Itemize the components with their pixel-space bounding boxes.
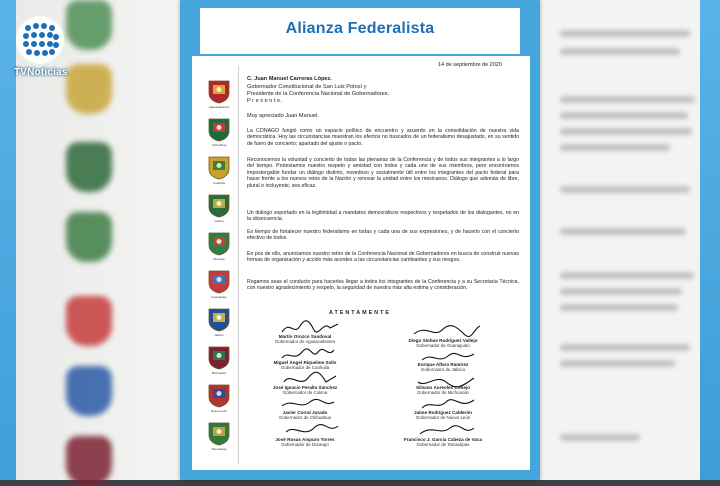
handwritten-signature-icon [280,396,336,412]
letter-date: 14 de septiembre de 2020 [438,62,502,68]
recipient-line: Presidente de la Conferencia Nacional de Gobernadores. [247,91,390,97]
letter-paragraph: La CONAGO fungió como un espacio político de encuentro y acuerdo en la consolidación de nuestra vida democrática. Hoy las circunstancias muestran los efectos no buscados de un federalismo desajustado, en su sentido de fuero de concierto; apartado del ajuste o pacto. [247,128,519,147]
state-seal-icon [207,78,231,104]
signatory-role: Gobernador de Durango [281,442,329,448]
state-seal-icon [207,116,231,142]
state-seal-icon [207,382,231,408]
state-seal-label: Durango [213,257,225,261]
blurred-seal [66,0,112,50]
state-seal-icon [207,192,231,218]
state-seal-label: Michoacán [211,371,227,375]
blurred-text [560,288,682,295]
state-seal-icon [207,230,231,256]
recipient-name: C. Juan Manuel Carreras López. [247,76,332,82]
state-seal-label: Nuevo León [210,409,228,413]
blurred-frame-strip-right [700,0,720,480]
frame-bottom [180,470,540,480]
handwritten-signature-icon [278,346,338,364]
signatory-name: Silvano Aureoles Conejo [416,385,470,390]
signatory-role: Gobernador de Michoacán [417,390,469,396]
blurred-seal [66,64,112,114]
letter-document [180,0,540,480]
frame-left [180,56,192,480]
signatory-name: Francisco J. García Cabeza de Vaca [403,437,483,442]
signatory-role: Gobernador de Jalisco [420,367,466,373]
recipient-line: Gobernador Constitucional de San Luis Potosí y [247,84,367,90]
handwritten-signature-icon [418,422,476,438]
signatory-name: José Rosas Aispuro Torres [275,437,335,442]
state-seal-label: Aguascalientes [208,105,230,109]
signature-block [250,437,360,447]
brand-name: TVNoticias [14,67,68,78]
state-seal-label: Chihuahua [211,143,227,147]
frame-right [530,56,540,480]
blurred-text [560,434,640,441]
state-seal-icon [207,344,231,370]
blurred-text [560,360,675,367]
state-seal-icon [207,154,231,180]
letter-paragraph: En pos de ello, anunciamos nuestro retiro de la Conferencia Nacional de Gobernadores en busca de construir nuevas formas de organización y acción más acordes a las circunstancias cambiantes y sus riesgos. [247,251,519,264]
handwritten-signature-icon [284,422,340,438]
seal-column-divider [238,66,239,464]
handwritten-signature-icon [416,372,476,390]
blurred-seal [66,366,112,416]
blurred-text [560,344,690,351]
signatory-name: Jaime Rodríguez Calderón [414,410,472,415]
recipient-line: P r e s e n t e. [247,98,282,104]
state-seal-label: Jalisco [214,333,224,337]
letter-paragraph: Un diálogo soportado en la legitimidad a mandatos democráticos respectivos y respetados de los dialogantes, no en la obsecuencia. [247,210,519,223]
signatory-role: Gobernador de Guanajuato [416,343,470,349]
letter-paragraph: Reconocemos la voluntad y concierto de todas las plenarias de la Conferencia y de todos sus integrantes a lo largo del tiempo. Protestamos nuestro respeto y amistad con todos y cada uno de sus miembros, pero encontramos impostergable fundar un diálogo distinto, novedoso y socialmente útil entre los integrantes del pacto federal para hacer frente a los nuevos retos de la Nación y renovar la unidad entre los mexicanos. Diálogo que además de libre, plural e incluyente, sea eficaz. [247,157,519,189]
signatory-name: José Ignacio Peralta Sánchez [272,385,338,390]
blurred-text [560,30,690,37]
handwritten-signature-icon [412,322,482,342]
blurred-seal [66,436,112,486]
state-seal-icon [207,268,231,294]
blurred-text [560,96,695,103]
signature-block [388,437,498,447]
signatory-name: Miguel Ángel Riquelme Solís [273,360,337,365]
blurred-background-right [540,0,720,480]
signatory-name: Enrique Alfaro Ramírez [417,362,469,367]
signatory-role: Gobernador de Coahuila [280,365,330,371]
blurred-text [560,304,678,311]
blurred-seal [66,296,112,346]
blurred-text [560,186,690,193]
signatory-role: Gobernador de Chihuahua [279,415,331,421]
blurred-text [560,128,692,135]
handwritten-signature-icon [282,370,338,388]
signatory-name: Javier Corral Jurado [282,410,328,415]
state-seal-label: Coahuila [213,181,225,185]
state-seal-label: Guanajuato [211,295,227,299]
letter-greeting: Muy apreciado Juan Manuel. [247,113,319,119]
blurred-seal [66,212,112,262]
signatory-name: Diego Sinhue Rodríguez Vallejo [408,338,478,343]
letter-paragraph: Es tiempo de fortalecer nuestro federalismo en todas y cada una de sus expresiones, y de hacerlo con el concierto efectivo de todos. [247,229,519,242]
signatory-role: Gobernador de Tamaulipas [416,442,470,448]
state-seal-label: Colima [214,219,224,223]
letter-paragraph: Rogamos seas el conducto para hacerles llegar a todos los integrantes de la Conferencia y a su Secretaría Técnica, con nuestro agradecimiento y respeto, la seguridad de nuestra más alta estima y consideración. [247,279,519,292]
signatory-role: Gobernador de Nuevo León [415,415,471,421]
handwritten-signature-icon [420,350,476,366]
blurred-text [560,228,686,235]
blurred-text [560,112,688,119]
closing-atentamente: ATENTAMENTE [329,310,391,316]
blurred-text [560,272,694,279]
blurred-text [560,144,670,151]
signatory-name: Martín Orozco Sandoval [278,334,332,339]
state-seal-label: Tamaulipas [211,447,227,451]
signatory-role: Gobernador de Colima [282,390,328,396]
signatory-role: Gobernador de Aguascalientes [274,339,336,345]
state-seal-icon [207,420,231,446]
blurred-text [560,48,680,55]
letter-title: Alianza Federalista [285,20,435,37]
handwritten-signature-icon [420,396,476,412]
handwritten-signature-icon [280,318,340,338]
blurred-seal [66,142,112,192]
